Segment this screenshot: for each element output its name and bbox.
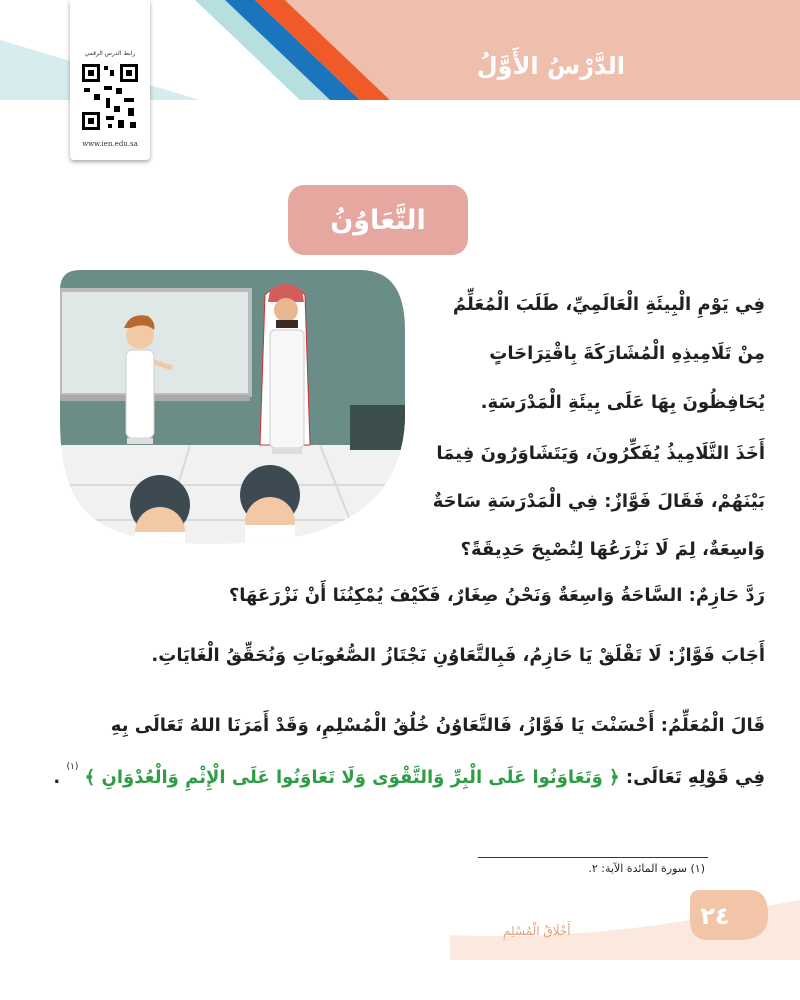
- book-title: أَخْلَاقُ الْمُسْلِمِ: [503, 924, 571, 938]
- paragraph-students: [365, 430, 765, 574]
- text-line: يُحَافِظُونَ بِهَا عَلَى بِيئَةِ الْمَدْرَسَةِ.: [480, 392, 765, 413]
- footnote-marker[interactable]: (١): [66, 762, 79, 772]
- qr-caption: رابط الدرس الرقمي: [84, 50, 136, 57]
- page-number: ٢٤: [700, 902, 730, 930]
- paragraph-hazem: رَدَّ حَازِمٌ: السَّاحَةُ وَاسِعَةٌ وَنَحْنُ صِغَارٌ، فَكَيْفَ يُمْكِنُنَا أَنْ نَزْرَعَهَا؟: [228, 585, 765, 606]
- teacher-figure: [260, 284, 310, 454]
- whiteboard: [60, 290, 250, 395]
- footnote-divider: [478, 857, 708, 858]
- text-line: مِنْ تَلَامِيذِهِ الْمُشَارَكَةَ بِاقْتِرَاحَاتٍ: [489, 343, 765, 364]
- quran-verse: ﴿ وَتَعَاوَنُوا عَلَى الْبِرِّ وَالتَّقْوَى وَلَا تَعَاوَنُوا عَلَى الْإِثْمِ وَالْعُدْوَانِ ﴾: [84, 767, 620, 788]
- qr-url[interactable]: www.ien.edu.sa: [82, 140, 138, 148]
- text-line: وَاسِعَةٌ، لِمَ لَا نَزْرَعُهَا لِتُصْبِحَ حَدِيقَةً؟: [460, 539, 765, 560]
- qr-card[interactable]: [70, 0, 150, 160]
- classroom-floor: [60, 445, 405, 545]
- topic-title: التَّعَاوُنُ: [330, 204, 426, 236]
- footer-band: [450, 880, 800, 960]
- text-line: بَيْنَهُمْ، فَقَالَ فَوَّازٌ: فِي الْمَدْرَسَةِ سَاحَةٌ: [432, 491, 765, 512]
- text-line: فِي يَوْمِ الْبِيئَةِ الْعَالَمِيِّ، طَلَبَ الْمُعَلِّمُ: [452, 294, 765, 315]
- classroom-illustration: [60, 270, 405, 545]
- verse-intro: فِي قَوْلِهِ تَعَالَى:: [625, 767, 765, 788]
- lesson-title: الدَّرْسُ الأَوَّلُ: [476, 52, 625, 80]
- text-line: قَالَ الْمُعَلِّمُ: أَحْسَنْتَ يَا فَوَّازُ، فَالتَّعَاوُنُ خُلُقُ الْمُسْلِمِ، وَقَدْ أَمَرَنَا اللهُ تَعَالَى بِهِ: [110, 715, 765, 736]
- verse-end: .: [53, 767, 61, 788]
- paragraph-teacher: [45, 700, 765, 807]
- text-line: أَخَذَ التَّلَامِيذُ يُفَكِّرُونَ، وَيَتَشَاوَرُونَ فِيمَا: [436, 443, 765, 464]
- paragraph-intro: [365, 280, 765, 427]
- footnote: (١) سورة المائدة الآية: ٢.: [588, 862, 705, 875]
- paragraph-fawaz: أَجَابَ فَوَّازٌ: لَا تَقْلَقْ يَا حَازِمُ، فَبِالتَّعَاوُنِ نَجْتَازُ الصُّعُوبَاتِ وَنُحَقِّقُ الْغَايَاتِ.: [151, 645, 765, 666]
- topic-title-pill: [288, 185, 468, 255]
- qr-code-icon[interactable]: [80, 62, 140, 132]
- text-line-with-verse: [45, 752, 765, 807]
